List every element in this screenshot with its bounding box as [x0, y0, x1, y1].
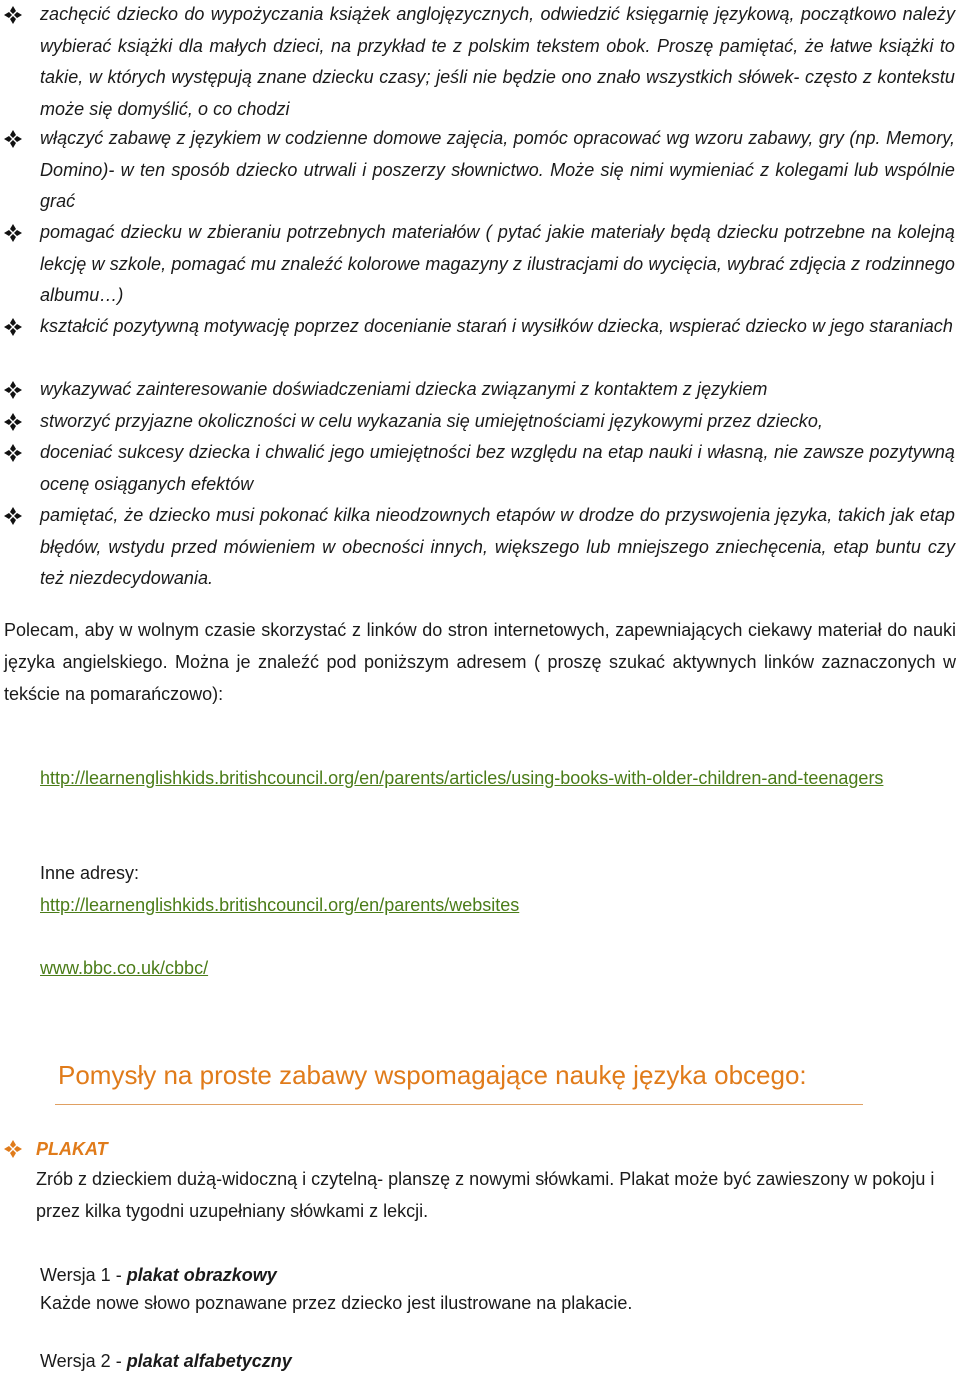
link-bbc[interactable]: www.bbc.co.uk/cbbc/ [40, 958, 209, 978]
list-item [0, 311, 960, 343]
other-addresses-label: Inne adresy: [40, 863, 140, 883]
link-websites-wrap [40, 889, 955, 921]
diamond-bullet-icon [2, 374, 24, 406]
list-item-text: stworzyć przyjazne okoliczności w celu wykazania się umiejętnościami językowymi przez dziecko, [40, 411, 823, 431]
plakat-description: Zrób z dzieckiem dużą-widoczną i czytelną- planszę z nowymi słówkami. Plakat może być zawieszony w pokoju i przez kilka tygodni uzupełniany słówkami z lekcji. [36, 1169, 935, 1221]
list-item-text: włączyć zabawę z językiem w codzienne domowe zajęcia, pomóc opracować wg wzoru zabawy, gry (np. Memory, Domino)- w ten sposób dziecko utrwali i poszerzy słownictwo. Może się nimi wymieniać z kolegami lub wspólnie grać [40, 128, 955, 211]
list-item-text: zachęcić dziecko do wypożyczania książek anglojęzycznych, odwiedzić księgarnię językową, początkowo należy wybierać książki dla małych dzieci, na przykład te z polskim tekstem obok. Proszę pamiętać, że łatwe książki to takie, w których występują znane dziecku czasy; jeśli nie będzie ono znało wszystkich słówek- często z kontekstu może się domyślić, o co chodzi [40, 4, 955, 119]
version-2-prefix: Wersja 2 - [40, 1351, 127, 1371]
version-1-title: plakat obrazkowy [126, 1265, 277, 1285]
list-item-text: kształcić pozytywną motywację poprzez docenianie starań i wysiłków dziecka, wspierać dziecko w jego staraniach [40, 316, 953, 336]
diamond-bullet-icon [2, 437, 24, 469]
link-using-books[interactable]: http://learnenglishkids.britishcouncil.org/en/parents/articles/using-books-with-older-children-and-teenagers [40, 768, 884, 788]
list-item-text: doceniać sukcesy dziecka i chwalić jego umiejętności bez względu na etap nauki i własną, nie zawsze pozytywną ocenę osiąganych efektów [40, 442, 955, 494]
version-2-title: plakat alfabetyczny [126, 1351, 292, 1371]
list-item [0, 406, 960, 438]
diamond-bullet-icon [2, 0, 24, 31]
version-1 [40, 1261, 277, 1289]
version-1-description: Każde nowe słowo poznawane przez dziecko jest ilustrowane na plakacie. [40, 1293, 633, 1313]
recommendation-paragraph: Polecam, aby w wolnym czasie skorzystać z linków do stron internetowych, zapewniających ciekawy materiał do nauki języka angielskiego. Można je znaleźć pod poniższym adresem ( proszę szukać aktywnych linków zaznaczonych w tekście na pomarańczowo): [4, 620, 956, 704]
diamond-bullet-icon [2, 406, 24, 438]
list-item [0, 217, 960, 312]
diamond-bullet-icon [2, 217, 24, 249]
diamond-bullet-icon [2, 1133, 24, 1165]
list-item [0, 123, 960, 218]
version-1-prefix: Wersja 1 - [40, 1265, 127, 1285]
diamond-bullet-icon [2, 500, 24, 532]
link-websites[interactable]: http://learnenglishkids.britishcouncil.org/en/parents/websites [40, 895, 520, 915]
list-item [0, 374, 960, 406]
list-item [0, 437, 960, 500]
link-bbc-wrap [40, 952, 955, 984]
list-item-text: wykazywać zainteresowanie doświadczeniami dziecka związanymi z kontaktem z językiem [40, 379, 768, 399]
list-item-text: pomagać dziecku w zbieraniu potrzebnych materiałów ( pytać jakie materiały będą dziecku potrzebne na kolejną lekcję w szkole, pomagać mu znaleźć kolorowe magazyny z ilustracjami do wycięcia, wybrać zdjęcia z rodzinnego albumu…) [40, 222, 955, 305]
section-title: Pomysły na proste zabawy wspomagające naukę języka obcego: [58, 1060, 807, 1090]
list-item-text: pamiętać, że dziecko musi pokonać kilka nieodzownych etapów w drodze do przyswojenia języka, takich jak etap błędów, wstydu przed mówieniem w obecności innych, większego lub mniejszego zniechęcenia, etap buntu czy też niezdecydowania. [40, 505, 955, 588]
list-item [0, 500, 960, 595]
title-underline [55, 1104, 863, 1105]
diamond-bullet-icon [2, 123, 24, 155]
link-block [40, 762, 955, 794]
version-2 [40, 1347, 292, 1375]
list-item [0, 0, 960, 125]
diamond-bullet-icon [2, 311, 24, 343]
plakat-label: PLAKAT [36, 1139, 108, 1159]
